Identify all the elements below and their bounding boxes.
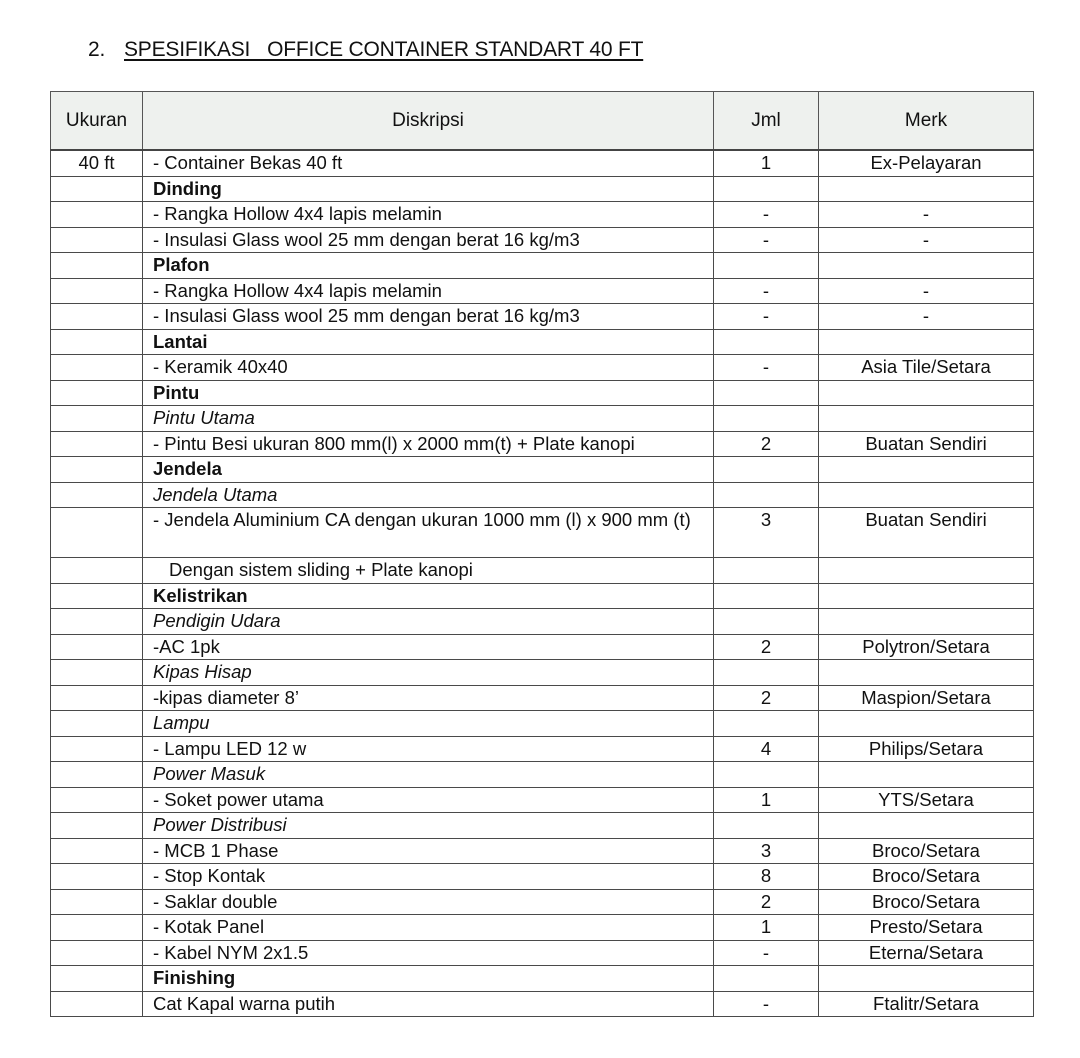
cell-diskripsi: - Stop Kontak: [143, 864, 714, 890]
cell-merk: [819, 813, 1034, 839]
cell-diskripsi: - Rangka Hollow 4x4 lapis melamin: [143, 202, 714, 228]
cell-diskripsi: Cat Kapal warna putih: [143, 991, 714, 1017]
section-number: 2.: [88, 38, 106, 61]
cell-jml: 8: [714, 864, 819, 890]
cell-jml: [714, 583, 819, 609]
table-row: [51, 838, 1034, 864]
table-row: [51, 966, 1034, 992]
cell-merk: Eterna/Setara: [819, 940, 1034, 966]
table-row: [51, 457, 1034, 483]
cell-ukuran: [51, 889, 143, 915]
cell-ukuran: [51, 558, 143, 584]
table-row: [51, 660, 1034, 686]
cell-merk: Ex-Pelayaran: [819, 150, 1034, 176]
cell-diskripsi: -kipas diameter 8’: [143, 685, 714, 711]
cell-ukuran: [51, 736, 143, 762]
table-row: [51, 558, 1034, 584]
table-row: [51, 634, 1034, 660]
cell-merk: Philips/Setara: [819, 736, 1034, 762]
cell-ukuran: [51, 787, 143, 813]
subcategory-label: Pintu Utama: [143, 406, 714, 432]
cell-merk: -: [819, 278, 1034, 304]
cell-jml: [714, 660, 819, 686]
table-row: [51, 150, 1034, 176]
cell-ukuran: [51, 966, 143, 992]
table-row: [51, 583, 1034, 609]
cell-jml: -: [714, 202, 819, 228]
subcategory-label: Pendigin Udara: [143, 609, 714, 635]
cell-ukuran: [51, 482, 143, 508]
table-row: [51, 508, 1034, 558]
cell-merk: [819, 329, 1034, 355]
cell-ukuran: [51, 406, 143, 432]
cell-merk: Ftalitr/Setara: [819, 991, 1034, 1017]
cell-jml: [714, 609, 819, 635]
cell-ukuran: [51, 278, 143, 304]
header-ukuran: Ukuran: [51, 92, 143, 151]
cell-jml: 2: [714, 431, 819, 457]
section-heading: [88, 36, 643, 64]
cell-jml: [714, 176, 819, 202]
cell-jml: 3: [714, 508, 819, 558]
cell-jml: [714, 380, 819, 406]
cell-ukuran: [51, 685, 143, 711]
table-row: [51, 736, 1034, 762]
cell-diskripsi: - Jendela Aluminium CA dengan ukuran 1000 mm (l) x 900 mm (t): [143, 508, 714, 558]
cell-jml: -: [714, 227, 819, 253]
cell-diskripsi: - Rangka Hollow 4x4 lapis melamin: [143, 278, 714, 304]
table-header-row: [51, 92, 1034, 151]
section-title: SPESIFIKASI OFFICE CONTAINER STANDART 40 FT: [124, 38, 644, 61]
table-row: [51, 787, 1034, 813]
cell-diskripsi: - Insulasi Glass wool 25 mm dengan berat 16 kg/m3: [143, 304, 714, 330]
cell-jml: [714, 253, 819, 279]
cell-diskripsi: Dengan sistem sliding + Plate kanopi: [143, 558, 714, 584]
table-row: [51, 329, 1034, 355]
cell-diskripsi: - Keramik 40x40: [143, 355, 714, 381]
cell-ukuran: [51, 329, 143, 355]
cell-ukuran: [51, 838, 143, 864]
cell-merk: Buatan Sendiri: [819, 508, 1034, 558]
table-row: [51, 915, 1034, 941]
cell-merk: YTS/Setara: [819, 787, 1034, 813]
cell-diskripsi: - Insulasi Glass wool 25 mm dengan berat 16 kg/m3: [143, 227, 714, 253]
cell-jml: 2: [714, 685, 819, 711]
cell-ukuran: [51, 227, 143, 253]
cell-ukuran: [51, 991, 143, 1017]
cell-jml: 2: [714, 889, 819, 915]
table-row: [51, 482, 1034, 508]
table-row: [51, 940, 1034, 966]
table-row: [51, 685, 1034, 711]
table-row: [51, 991, 1034, 1017]
table-row: [51, 253, 1034, 279]
subcategory-label: Kipas Hisap: [143, 660, 714, 686]
cell-merk: Maspion/Setara: [819, 685, 1034, 711]
cell-jml: -: [714, 278, 819, 304]
cell-merk: [819, 253, 1034, 279]
cell-merk: Broco/Setara: [819, 889, 1034, 915]
cell-merk: Broco/Setara: [819, 838, 1034, 864]
cell-jml: [714, 966, 819, 992]
header-diskripsi: Diskripsi: [143, 92, 714, 151]
cell-ukuran: [51, 508, 143, 558]
cell-ukuran: [51, 457, 143, 483]
cell-merk: [819, 966, 1034, 992]
cell-diskripsi: - Container Bekas 40 ft: [143, 150, 714, 176]
table-row: [51, 227, 1034, 253]
table-body: [51, 150, 1034, 1017]
cell-merk: [819, 558, 1034, 584]
table-row: [51, 304, 1034, 330]
category-heading: Kelistrikan: [143, 583, 714, 609]
cell-merk: [819, 609, 1034, 635]
cell-jml: -: [714, 355, 819, 381]
table-row: [51, 813, 1034, 839]
cell-diskripsi: - Saklar double: [143, 889, 714, 915]
cell-merk: Broco/Setara: [819, 864, 1034, 890]
cell-ukuran: [51, 915, 143, 941]
cell-jml: 1: [714, 787, 819, 813]
cell-jml: [714, 406, 819, 432]
table-row: [51, 762, 1034, 788]
cell-ukuran: 40 ft: [51, 150, 143, 176]
cell-jml: [714, 711, 819, 737]
cell-diskripsi: - Kotak Panel: [143, 915, 714, 941]
cell-jml: 4: [714, 736, 819, 762]
category-heading: Jendela: [143, 457, 714, 483]
header-merk: Merk: [819, 92, 1034, 151]
cell-merk: -: [819, 227, 1034, 253]
cell-ukuran: [51, 202, 143, 228]
cell-diskripsi: - Kabel NYM 2x1.5: [143, 940, 714, 966]
spec-table: [50, 91, 1034, 1017]
cell-jml: 1: [714, 915, 819, 941]
cell-diskripsi: - Soket power utama: [143, 787, 714, 813]
subcategory-label: Power Masuk: [143, 762, 714, 788]
cell-jml: [714, 558, 819, 584]
cell-jml: [714, 813, 819, 839]
cell-ukuran: [51, 711, 143, 737]
cell-diskripsi: - Lampu LED 12 w: [143, 736, 714, 762]
cell-merk: -: [819, 304, 1034, 330]
cell-diskripsi: - Pintu Besi ukuran 800 mm(l) x 2000 mm(t) + Plate kanopi: [143, 431, 714, 457]
table-row: [51, 406, 1034, 432]
cell-merk: [819, 711, 1034, 737]
table-row: [51, 711, 1034, 737]
subcategory-label: Lampu: [143, 711, 714, 737]
table-row: [51, 609, 1034, 635]
subcategory-label: Jendela Utama: [143, 482, 714, 508]
table-row: [51, 202, 1034, 228]
cell-ukuran: [51, 609, 143, 635]
cell-ukuran: [51, 762, 143, 788]
category-heading: Lantai: [143, 329, 714, 355]
cell-merk: Presto/Setara: [819, 915, 1034, 941]
cell-merk: [819, 380, 1034, 406]
cell-merk: Asia Tile/Setara: [819, 355, 1034, 381]
cell-ukuran: [51, 176, 143, 202]
cell-merk: [819, 406, 1034, 432]
cell-jml: [714, 457, 819, 483]
cell-ukuran: [51, 431, 143, 457]
cell-jml: -: [714, 940, 819, 966]
table-row: [51, 380, 1034, 406]
cell-merk: Polytron/Setara: [819, 634, 1034, 660]
table-row: [51, 176, 1034, 202]
cell-merk: [819, 176, 1034, 202]
category-heading: Pintu: [143, 380, 714, 406]
cell-jml: [714, 482, 819, 508]
cell-jml: 1: [714, 150, 819, 176]
cell-ukuran: [51, 583, 143, 609]
cell-jml: 2: [714, 634, 819, 660]
cell-merk: [819, 457, 1034, 483]
cell-merk: [819, 762, 1034, 788]
table-row: [51, 889, 1034, 915]
cell-merk: [819, 583, 1034, 609]
cell-ukuran: [51, 660, 143, 686]
cell-ukuran: [51, 304, 143, 330]
cell-ukuran: [51, 380, 143, 406]
cell-merk: -: [819, 202, 1034, 228]
cell-ukuran: [51, 253, 143, 279]
category-heading: Finishing: [143, 966, 714, 992]
category-heading: Plafon: [143, 253, 714, 279]
table-row: [51, 864, 1034, 890]
subcategory-label: Power Distribusi: [143, 813, 714, 839]
cell-jml: -: [714, 304, 819, 330]
cell-merk: [819, 482, 1034, 508]
cell-jml: [714, 329, 819, 355]
table-row: [51, 278, 1034, 304]
cell-ukuran: [51, 355, 143, 381]
header-jml: Jml: [714, 92, 819, 151]
table-row: [51, 355, 1034, 381]
cell-ukuran: [51, 813, 143, 839]
cell-merk: [819, 660, 1034, 686]
cell-merk: Buatan Sendiri: [819, 431, 1034, 457]
cell-ukuran: [51, 864, 143, 890]
cell-jml: -: [714, 991, 819, 1017]
cell-diskripsi: - MCB 1 Phase: [143, 838, 714, 864]
cell-ukuran: [51, 940, 143, 966]
cell-jml: 3: [714, 838, 819, 864]
cell-ukuran: [51, 634, 143, 660]
cell-diskripsi: -AC 1pk: [143, 634, 714, 660]
category-heading: Dinding: [143, 176, 714, 202]
cell-jml: [714, 762, 819, 788]
table-row: [51, 431, 1034, 457]
